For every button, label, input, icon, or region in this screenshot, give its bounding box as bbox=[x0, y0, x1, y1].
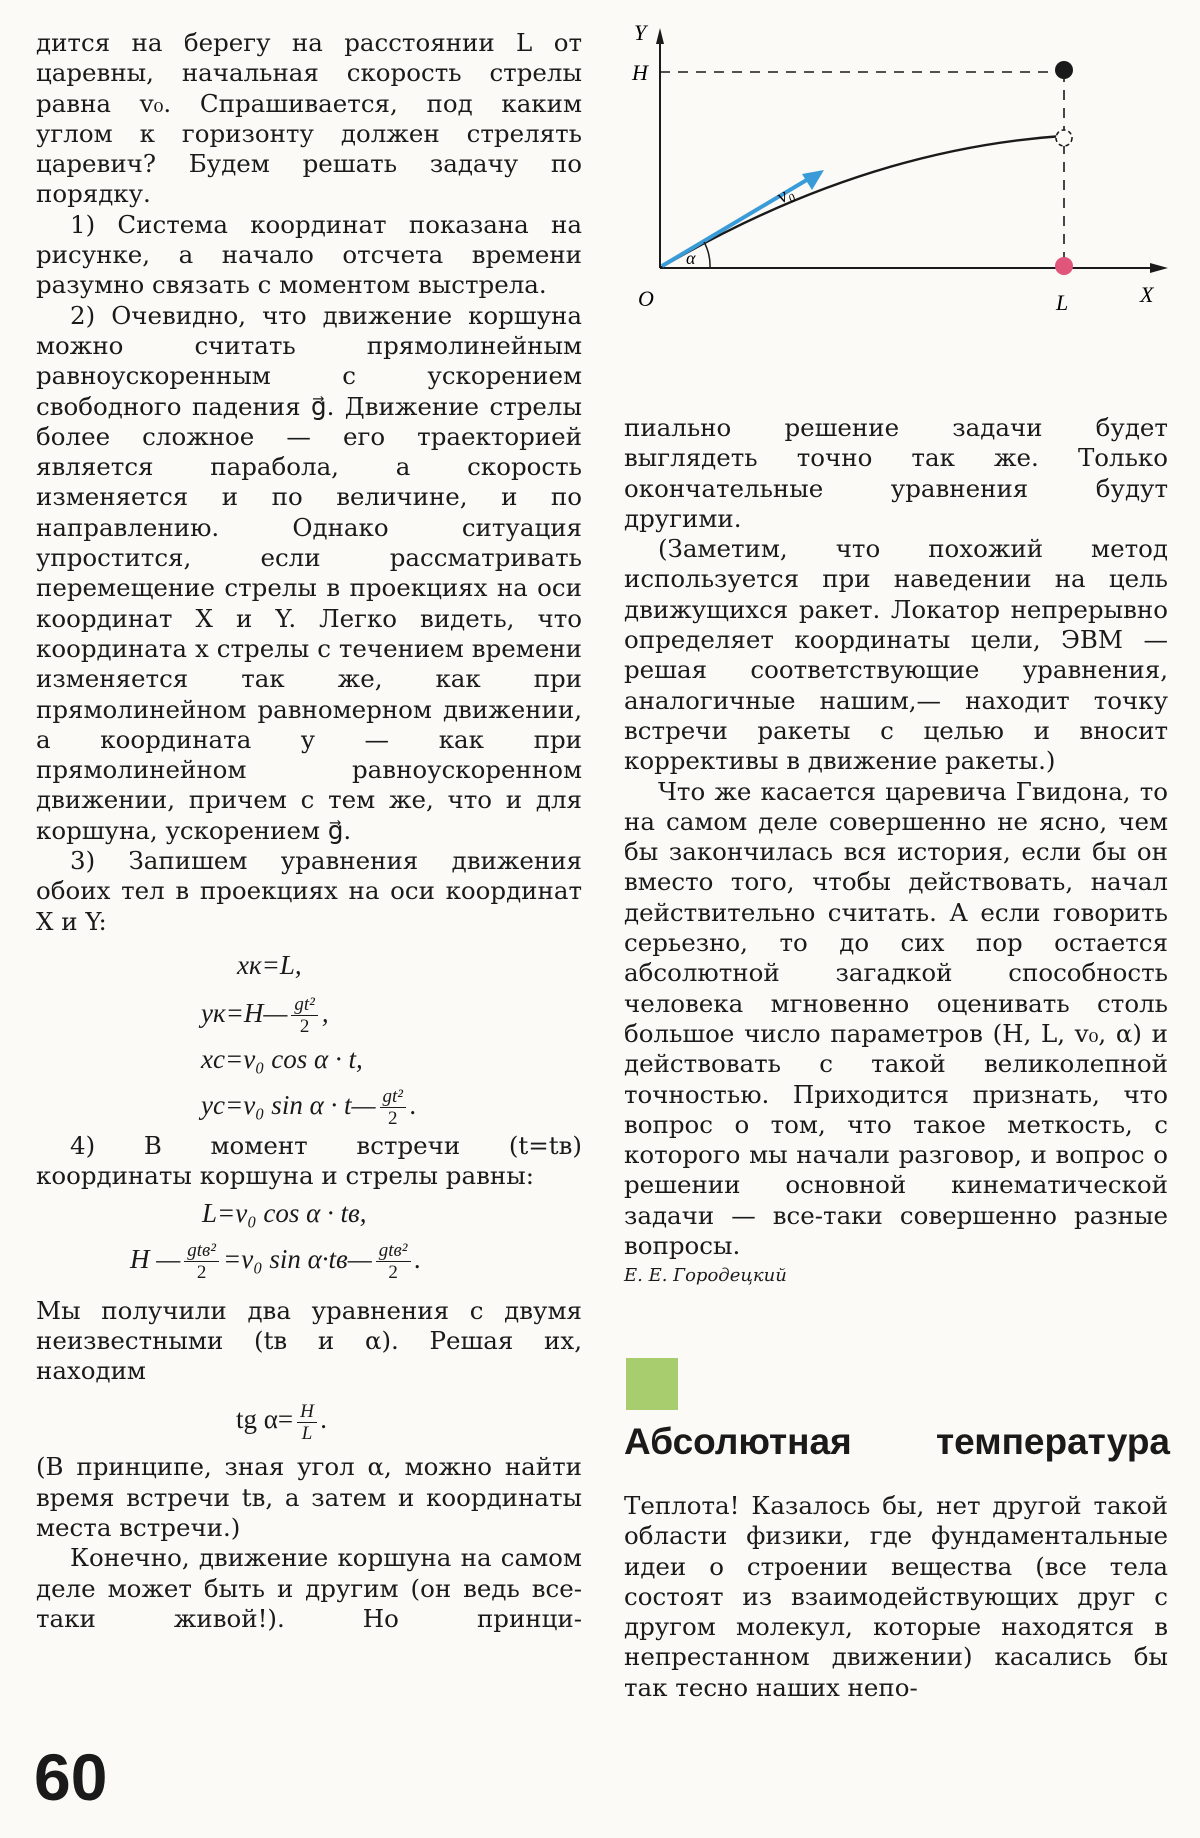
fraction-numerator: gtв² bbox=[184, 1240, 219, 1262]
fraction-denominator: 2 bbox=[387, 1108, 398, 1130]
equation-yk-end: , bbox=[321, 997, 329, 1028]
of-course-paragraph: Конечно, движение коршуна на самом деле может быть и другим (он ведь все-таки живой!). Но принци- bbox=[36, 1543, 582, 1633]
equation-xk: xк=L, bbox=[237, 949, 302, 980]
x-axis-label: X bbox=[1140, 282, 1154, 307]
section-color-swatch bbox=[626, 1358, 678, 1410]
author-signature: Е. Е. Городецкий bbox=[624, 1265, 787, 1287]
equation-yc bbox=[201, 1079, 582, 1131]
equation-yc-end: . bbox=[409, 1089, 417, 1120]
fraction-numerator: gt² bbox=[380, 1086, 406, 1108]
step-1-paragraph: 1) Система координат показана на рисунке, а начало отсчета времени разумно связать с моментом выстрела. bbox=[36, 209, 582, 300]
continuation-paragraph: пиально решение задачи будет выглядеть точно так же. Только окончательные уравнения будут другими. bbox=[624, 413, 1168, 533]
fraction-numerator: gtв² bbox=[376, 1240, 411, 1262]
section-intro bbox=[624, 1491, 1168, 1703]
left-column bbox=[36, 28, 582, 1634]
equation-yc-lhs: yс=v₀ sin α · t— bbox=[201, 1089, 376, 1120]
equation-tg bbox=[36, 1386, 582, 1452]
fraction-gt2 bbox=[380, 1086, 406, 1129]
fraction-H-over-L bbox=[297, 1401, 317, 1444]
equation-tg-end: . bbox=[320, 1404, 328, 1435]
section-intro-paragraph: Теплота! Казалось бы, нет другой такой области физики, где фундаментальные идеи о строении вещества (все тела состоят из взаимодействующих друг с другом молекул, которые находятся в непрестанном движении) касались бы так тесно наших непо- bbox=[624, 1491, 1168, 1702]
arrow-position-circle bbox=[1056, 130, 1072, 146]
meeting-point-ball bbox=[1055, 257, 1073, 275]
v0-label: v₀ bbox=[772, 181, 798, 209]
two-unknowns-paragraph: Мы получили два уравнения с двумя неизвестными (tв и α). Решая их, находим bbox=[36, 1295, 582, 1386]
equation-H-end: . bbox=[414, 1243, 422, 1274]
equation-H-mid: =v₀ sin α·tв— bbox=[223, 1243, 372, 1274]
section-title: Абсолютная температура bbox=[624, 1421, 1170, 1462]
fraction-denominator: 2 bbox=[388, 1261, 398, 1283]
rockets-paragraph: (Заметим, что похожий метод используется при наведении на цель движущихся ракет. Локатор непрерывно определяет координаты цели, ЭВМ — решая соответствующие уравнения, аналогичные нашим,— находит точку встречи ракеты с целью и вносит коррективы в движение ракеты.) bbox=[624, 534, 1168, 776]
fraction-numerator: H bbox=[297, 1401, 317, 1423]
x-axis-arrow bbox=[1150, 263, 1168, 273]
equation-xc: xс=v₀ cos α · t, bbox=[201, 1043, 363, 1074]
paren-note-paragraph: (В принципе, зная угол α, можно найти время встречи tв, а затем и координаты места встречи.) bbox=[36, 1452, 582, 1542]
equations-block-1 bbox=[36, 943, 582, 1131]
alpha-label: α bbox=[686, 248, 696, 268]
step-4-paragraph: 4) В момент встречи (t=tв) координаты коршуна и стрелы равны: bbox=[36, 1130, 582, 1191]
h-label: H bbox=[632, 60, 648, 85]
origin-label: O bbox=[638, 286, 654, 311]
page-number: 60 bbox=[34, 1740, 108, 1814]
kite-ball bbox=[1055, 61, 1073, 79]
fraction-gt2 bbox=[291, 994, 317, 1037]
intro-paragraph: дится на берегу на расстоянии L от царевны, начальная скорость стрелы равна v₀. Спрашивается, под каким углом к горизонту должен стрелять царевич? Будем решать задачу по порядку. bbox=[36, 28, 582, 209]
gvidon-paragraph: Что же касается царевича Гвидона, то на самом деле совершенно не ясно, чем бы закончилась вся история, если бы он вместо того, чтобы действовать, начал действительно считать. А если говорить серьезно, то до сих пор остается абсолютной загадкой способность человека мгновенно оценивать столь большое число параметров (H, L, v₀, α) и действовать с такой великолепной точностью. Приходится признать, что вопрос о том, что такое меткость, с которого мы начали разговор, и вопрос о решении основной кинематической задачи — все-таки совершенно разные вопросы. bbox=[624, 776, 1168, 1261]
fraction-denominator: 2 bbox=[299, 1016, 310, 1038]
fraction-denominator: 2 bbox=[196, 1261, 207, 1283]
step-2-paragraph: 2) Очевидно, что движение коршуна можно считать прямолинейным равноускоренным с ускорением свободного падения g⃗. Движение стрелы более сложное — его траекторией является парабола, а скорость изменяется и по величине, и по направлению. Однако ситуация упростится, если рассматривать перемещение стрелы в проекциях на оси координат X и Y. Легко видеть, что координата x стрелы с течением времени изменяется так же, как при прямолинейном равномерном движении, а координата y — как при прямолинейном равноускоренном движении, причем с тем же, что и для коршуна, ускорением g⃗. bbox=[36, 300, 582, 845]
trajectory-diagram bbox=[620, 20, 1180, 350]
fraction-numerator: gt² bbox=[291, 994, 317, 1016]
fraction-denominator: L bbox=[301, 1422, 313, 1444]
equation-tg-lhs: tg α= bbox=[236, 1404, 294, 1435]
equation-yk-lhs: yк=H— bbox=[201, 997, 288, 1028]
y-axis-arrow bbox=[656, 28, 664, 44]
equation-yk bbox=[201, 987, 582, 1039]
equation-L: L=v₀ cos α · tв, bbox=[202, 1197, 367, 1228]
equation-H-lhs: H — bbox=[130, 1243, 181, 1274]
step-3-paragraph: 3) Запишем уравнения движения обоих тел в проекциях на оси координат X и Y: bbox=[36, 846, 582, 936]
fraction-gtb2 bbox=[376, 1240, 411, 1283]
fraction-gtb2 bbox=[184, 1240, 219, 1283]
equations-block-2 bbox=[36, 1194, 582, 1286]
y-axis-label: Y bbox=[634, 20, 647, 45]
l-label: L bbox=[1056, 290, 1069, 315]
right-column bbox=[624, 413, 1168, 1292]
angle-arc bbox=[704, 242, 710, 268]
equation-H bbox=[36, 1232, 582, 1286]
arrow-trajectory bbox=[660, 136, 1062, 268]
